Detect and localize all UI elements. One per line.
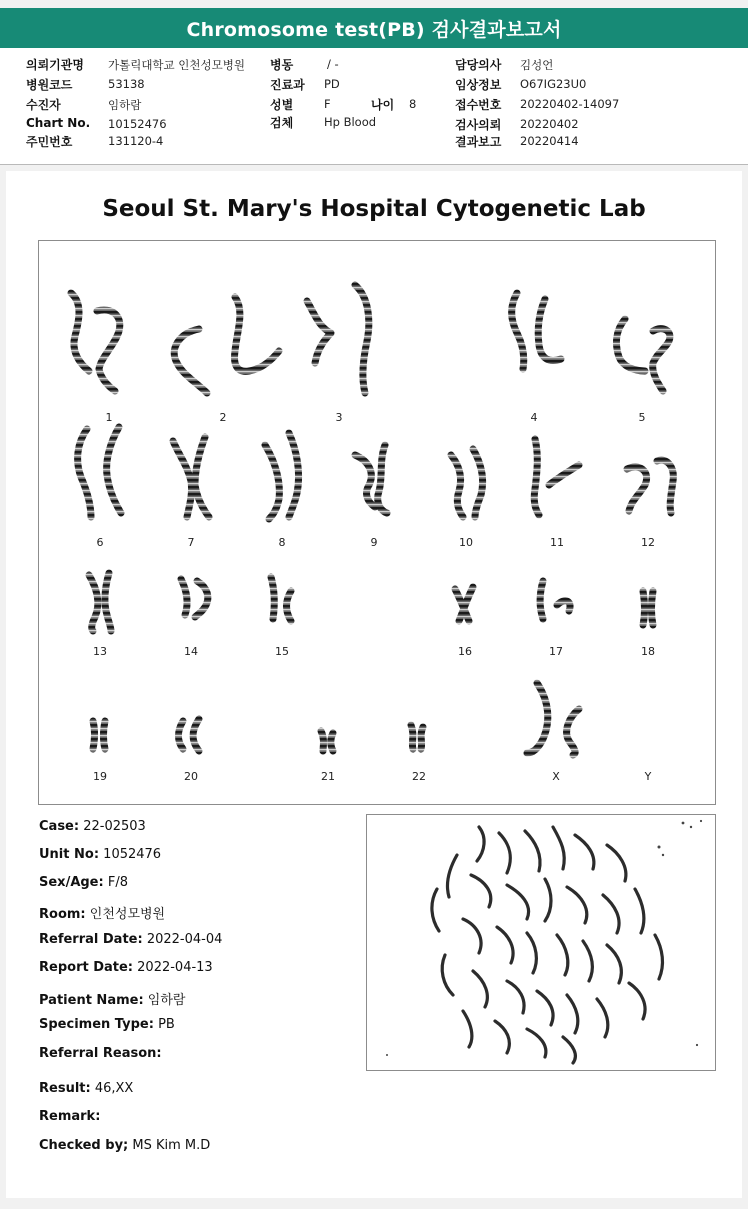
- field-value: MS Kim M.D: [132, 1138, 211, 1153]
- field-label: Room:: [39, 907, 86, 922]
- field-value: 2022-04-04: [146, 932, 223, 947]
- field-label: Checked by;: [39, 1138, 129, 1153]
- field-row: [39, 1109, 100, 1124]
- field-row: [39, 960, 213, 975]
- field-row: [39, 1138, 210, 1153]
- label-patient: 수진자: [26, 98, 61, 112]
- field-value: 1052476: [103, 847, 162, 862]
- field-label: Unit No:: [39, 847, 100, 862]
- chromosome-label-12: 12: [641, 536, 655, 549]
- chromosome-label-19: 19: [93, 770, 107, 783]
- value-sex: F: [324, 97, 331, 111]
- field-row: [39, 847, 161, 862]
- value-doctor: 김성언: [520, 58, 554, 72]
- chromosome-label-18: 18: [641, 645, 655, 658]
- field-value: F/8: [107, 875, 128, 890]
- report-title: Chromosome test(PB) 검사결과보고서: [0, 8, 748, 48]
- field-label: Case:: [39, 819, 80, 834]
- label-department: 진료과: [270, 78, 305, 92]
- field-row: [39, 903, 165, 922]
- field-value: PB: [158, 1017, 175, 1032]
- chromosome-label-1: 1: [105, 411, 113, 424]
- field-value: 임하람: [147, 993, 186, 1008]
- chromosome-label-6: 6: [96, 536, 104, 549]
- label-resident-no: 주민번호: [26, 135, 73, 149]
- field-label: Referral Date:: [39, 932, 143, 947]
- label-doctor: 담당의사: [455, 58, 502, 72]
- field-label: Sex/Age:: [39, 875, 104, 890]
- metaphase-image: [366, 814, 716, 1071]
- value-patient: 임하람: [108, 98, 142, 112]
- field-label: Referral Reason:: [39, 1046, 162, 1061]
- chromosome-label-14: 14: [184, 645, 198, 658]
- cytogenetic-report: [6, 171, 742, 1198]
- value-institution: 가톨릭대학교 인천성모병원: [108, 58, 245, 72]
- chromosome-label-9: 9: [370, 536, 378, 549]
- field-value: 46,XX: [94, 1081, 134, 1096]
- metaphase-spread: [367, 815, 715, 1070]
- field-label: Patient Name:: [39, 993, 144, 1008]
- value-ward: / -: [327, 57, 339, 71]
- field-value: 22-02503: [83, 819, 146, 834]
- chromosome-label-22: 22: [412, 770, 426, 783]
- field-label: Remark:: [39, 1109, 101, 1124]
- label-age: 나이: [371, 98, 395, 112]
- label-chart-no: Chart No.: [26, 116, 91, 130]
- field-row: [39, 819, 146, 834]
- label-hospital-code: 병원코드: [26, 78, 73, 92]
- label-clinical-info: 임상정보: [455, 78, 502, 92]
- field-row: [39, 1081, 133, 1096]
- chromosome-label-8: 8: [278, 536, 286, 549]
- chromosome-label-15: 15: [275, 645, 289, 658]
- label-institution: 의뢰기관명: [26, 58, 84, 72]
- chromosome-label-7: 7: [187, 536, 195, 549]
- chromosome-label-21: 21: [321, 770, 335, 783]
- label-ward: 병동: [270, 58, 294, 72]
- value-report-date: 20220414: [520, 134, 579, 148]
- chromosome-label-11: 11: [550, 536, 564, 549]
- chromosome-label-10: 10: [459, 536, 473, 549]
- chromosome-label-X: X: [552, 770, 560, 783]
- chromosome-label-4: 4: [530, 411, 538, 424]
- value-clinical-info: O67IG23U0: [520, 77, 587, 91]
- value-chart-no: 10152476: [108, 117, 167, 131]
- field-row: [39, 932, 222, 947]
- value-resident-no: 131120-4: [108, 134, 164, 148]
- lab-title: Seoul St. Mary's Hospital Cytogenetic Lab: [102, 196, 646, 222]
- field-label: Report Date:: [39, 960, 134, 975]
- value-receipt-no: 20220402-14097: [520, 97, 620, 111]
- field-row: [39, 1046, 162, 1061]
- chromosome-label-5: 5: [638, 411, 646, 424]
- field-value: 인천성모병원: [89, 907, 166, 922]
- label-request-date: 검사의뢰: [455, 118, 502, 132]
- field-row: [39, 875, 128, 890]
- chromosome-label-16: 16: [458, 645, 472, 658]
- value-age: 8: [409, 97, 417, 111]
- karyogram-image: [39, 241, 715, 804]
- value-request-date: 20220402: [520, 117, 579, 131]
- label-specimen: 검체: [270, 116, 294, 130]
- field-value: 2022-04-13: [137, 960, 213, 975]
- patient-info-panel: [0, 48, 748, 165]
- value-hospital-code: 53138: [108, 77, 145, 91]
- chromosome-label-17: 17: [549, 645, 563, 658]
- chromosome-label-Y: Y: [644, 770, 652, 783]
- field-row: [39, 989, 185, 1008]
- label-receipt-no: 접수번호: [455, 98, 502, 112]
- label-sex: 성별: [270, 98, 294, 112]
- value-specimen: Hp Blood: [324, 115, 377, 129]
- field-label: Result:: [39, 1081, 91, 1096]
- field-label: Specimen Type:: [39, 1017, 154, 1032]
- chromosome-label-13: 13: [93, 645, 107, 658]
- chromosome-label-2: 2: [219, 411, 227, 424]
- field-row: [39, 1017, 175, 1032]
- chromosome-label-20: 20: [184, 770, 198, 783]
- label-report-date: 결과보고: [455, 135, 502, 149]
- karyogram-panel: [38, 240, 716, 805]
- value-department: PD: [324, 77, 340, 91]
- chromosome-label-3: 3: [335, 411, 343, 424]
